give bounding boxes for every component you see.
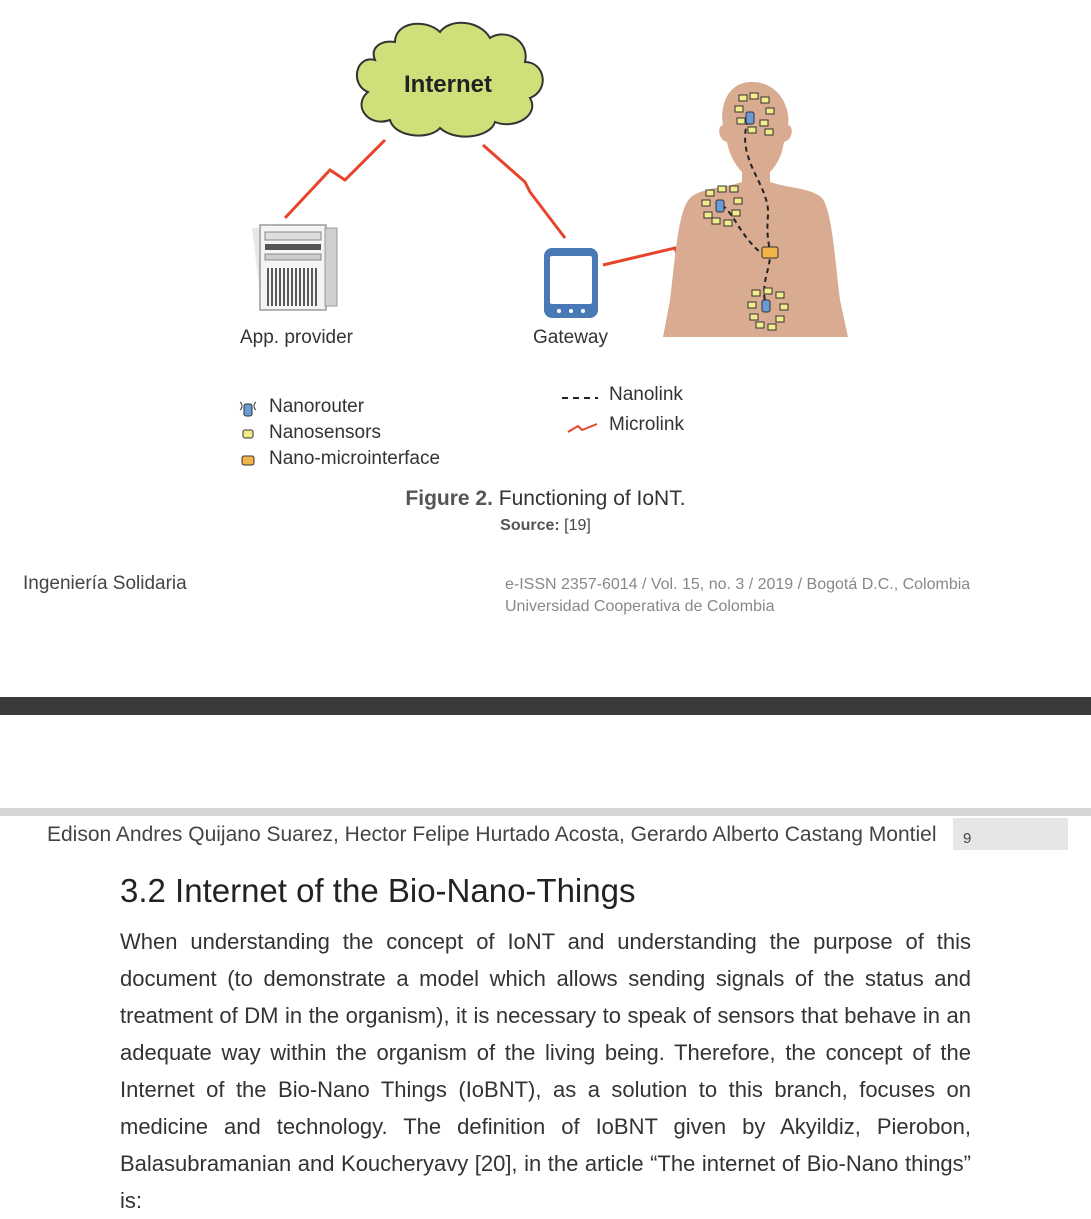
microlink-cloud-gateway bbox=[483, 145, 565, 238]
figure-source bbox=[0, 517, 1091, 535]
legend-nanosensors: Nanosensors bbox=[269, 422, 381, 443]
gateway-label: Gateway bbox=[533, 327, 608, 348]
nanosensor-legend-icon bbox=[243, 430, 253, 438]
body-paragraph: When understanding the concept of IoNT and understanding the purpose of this document (to demonstrate a model which allows sending signals of the status and treatment of DM in the organism), it is necessary to speak of sensors that behave in an adequate way within the organism of the living being. Therefore, the concept of the Internet of the Bio-Nano Things (IoBNT), as a solution to this branch, focuses on medicine and technology. The definition of IoBNT given by Akyildiz, Pierobon, Balasubramanian and Koucheryavy [20], in the article “The internet of Bio-Nano things” is: bbox=[120, 929, 971, 1213]
iont-diagram bbox=[0, 0, 1091, 480]
journal-name: Ingeniería Solidaria bbox=[23, 573, 187, 594]
nanorouter-chest bbox=[716, 200, 724, 212]
source-prefix: Source: bbox=[500, 517, 560, 534]
running-header-authors: Edison Andres Quijano Suarez, Hector Felipe Hurtado Acosta, Gerardo Alberto Castang Montiel bbox=[47, 823, 937, 846]
interface-legend-icon bbox=[242, 456, 254, 465]
page-number: 9 bbox=[963, 830, 972, 847]
gateway-phone-icon bbox=[544, 248, 598, 318]
human-body-icon bbox=[663, 82, 848, 337]
figure-caption bbox=[0, 487, 1091, 511]
header-rule bbox=[0, 808, 1091, 816]
issn-line-1: e-ISSN 2357-6014 / Vol. 15, no. 3 / 2019 / Bogotá D.C., Colombia bbox=[505, 576, 971, 593]
page-number-box bbox=[953, 818, 1068, 850]
caption-prefix: Figure 2. bbox=[405, 487, 493, 510]
legend-nanorouter: Nanorouter bbox=[269, 396, 365, 417]
nanorouter-legend-icon bbox=[240, 402, 256, 416]
issn-info bbox=[505, 574, 970, 618]
nanorouter-abdomen bbox=[762, 300, 770, 312]
caption-text: Functioning of IoNT. bbox=[492, 487, 686, 510]
issn-line-2: Universidad Cooperativa de Colombia bbox=[505, 598, 775, 615]
nanorouter-head bbox=[746, 112, 754, 124]
nano-microinterface bbox=[762, 247, 778, 258]
legend-microlink: Microlink bbox=[609, 414, 684, 435]
microlink-legend-icon bbox=[568, 424, 597, 432]
page-divider bbox=[0, 697, 1091, 715]
legend-nano-microinterface: Nano-microinterface bbox=[269, 448, 441, 469]
cloud-label: Internet bbox=[403, 71, 493, 98]
app-provider-label: App. provider bbox=[240, 327, 354, 348]
microlink-cloud-server bbox=[285, 140, 385, 218]
server-icon bbox=[252, 225, 337, 310]
source-text: [19] bbox=[559, 517, 591, 534]
legend-nanolink: Nanolink bbox=[609, 384, 683, 405]
section-title: 3.2 Internet of the Bio-Nano-Things bbox=[120, 872, 636, 909]
